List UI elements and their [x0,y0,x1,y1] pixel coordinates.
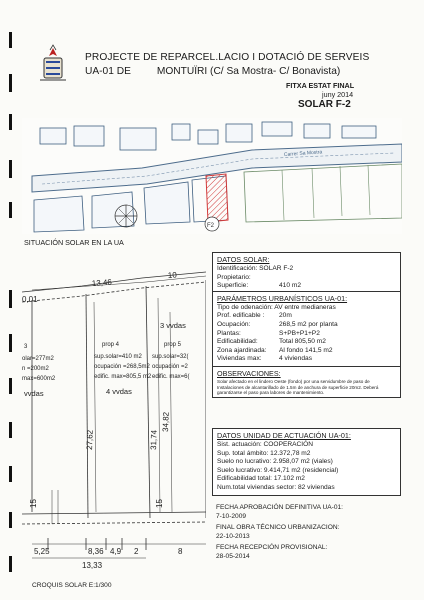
binder-bar [9,202,12,218]
dim-d2: 8,36 [88,547,104,556]
parcel-f2-hatch [206,174,228,222]
croquis-scale-label: CROQUIS SOLAR E:1/300 [32,582,112,589]
unidad-actuacion-box [212,428,401,496]
fecha-line: FECHA APROBACIÓN DEFINITIVA UA-01: [216,504,344,511]
observaciones-title: OBSERVACIONES: [217,368,281,378]
binder-bar [9,422,12,438]
datos-solar-row: Superficie: 410 m2 [217,282,301,290]
prop5-title: prop 5 [164,342,182,348]
parametros-row: Edificabilidad: Total 805,50 m2 [217,338,326,346]
parametros-row: Plantas: S+PB+P1+P2 [217,329,320,337]
vvdas-4: 4 vvdas [106,387,132,396]
dim-d3: 4,9 [110,547,122,556]
binder-bar [9,160,12,178]
dim-d4: 2 [134,547,139,556]
fecha-line: FINAL OBRA TÉCNICO URBANIZACION: [216,524,340,531]
unidad-row: Suelo no lucrativo: 2.958,07 m2 (viales) [217,458,333,466]
vvdas-left: vvdas [24,389,44,398]
lot3-line: n =200m2 [22,366,49,372]
dim-d1: 5,25 [34,547,50,556]
unidad-row: Edificabilidad total: 17.102 m2 [217,475,305,483]
dim-bottom-mid: 15 [155,499,164,508]
dim-v1: 27,62 [85,429,95,451]
dim-top1: 13,46 [91,277,113,288]
prop5-line: ocupación =2 [152,364,188,370]
municipal-seal-logo [30,44,76,90]
location-map [22,118,402,234]
situacion-label: SITUACIÓN SOLAR EN LA UA [24,238,124,247]
datos-solar-row: Propietario: [217,273,251,281]
unidad-row: Suelo lucrativo: 9.414,71 m2 (residencial) [217,466,339,474]
parametros-row: Prof. edificable : 20m [217,312,292,320]
binder-bar [9,378,12,394]
lot3-line: max=600m2 [22,376,56,382]
datos-solar-row: Identificación: SOLAR F-2 [217,265,294,272]
binder-bar [9,32,12,48]
street-label: Carrer Sa Mostra [283,149,323,158]
plot-sketch [22,262,206,582]
unidad-row: Num.total viviendas sector: 82 viviendas [217,483,335,491]
lot3-line: olar=277m2 [22,356,54,362]
project-subtitle: UA-01 DE MONTUÏRI (C/ Sa Mostra- C/ Bonavista) [85,66,341,77]
prop4-line: edific. max=805,5 m2 [94,374,152,380]
document-date: juny 2014 [322,90,354,99]
prop4-line: ocupación =268,5m2 [94,364,150,370]
dim-top2: 10 [167,270,178,280]
parcel-label: F2 [207,223,215,229]
datos-solar-title: DATOS SOLAR: [217,255,270,264]
binder-bar [9,290,12,308]
lot3-line: 3 [24,344,28,350]
north-arrow-icon [115,205,137,227]
binder-bar [9,556,12,572]
unidad-title: DATOS UNIDAD DE ACTUACIÓN UA-01: [217,431,351,440]
observaciones-text: Solar afectado en el lindero Oeste (fondo) por una servidumbre de paso de Instalaciones de alcantarillado de 1.5m de anchura de superficie 20m2. Deberá garantizarse el paso para labores de mantenimiento. [217,378,379,396]
dim-d6: 13,33 [82,561,103,570]
parametros-title: PARÁMETROS URBANÍSTICOS UA-01: [217,293,348,303]
fecha-line: FECHA RECEPCIÓN PROVISIONAL: [216,544,328,551]
binder-bar [9,74,12,92]
prop5-line: sup.solar=32( [152,354,189,360]
dim-d5: 8 [178,547,183,556]
binder-bar [9,334,12,352]
dim-left-mid: 15 [29,499,38,508]
parametros-row: Tipo de odenación: AV entre medianeras [217,303,336,311]
prop4-line: sup.solar=410 m2 [94,354,142,360]
parametros-row: Zona ajardinada: Al fondo 141,5 m2 [217,346,333,354]
project-title: PROJECTE DE REPARCEL.LACIO I DOTACIÓ DE SERVEIS [85,52,370,63]
vvdas-3: 3 vvdas [160,321,186,330]
fecha-line: 28-05-2014 [216,553,250,560]
dim-v2: 31,74 [149,429,159,451]
binder-bar [9,114,12,130]
dim-left-top: 0,01 [22,295,38,304]
dim-v3: 34,82 [161,411,171,433]
fecha-line: 22-10-2013 [216,533,250,540]
solar-id-heading: SOLAR F-2 [298,99,351,110]
binder-bar [9,466,12,482]
unidad-row: Sist. actuación: COOPERACIÓN [217,441,314,448]
prop4-title: prop 4 [102,342,120,348]
fecha-line: 7-10-2009 [216,513,247,520]
binder-bar [9,512,12,528]
parametros-row: Ocupación: 268,5 m2 por planta [217,320,338,328]
parametros-row: Viviendas max: 4 viviendas [217,355,312,363]
prop5-line: edific. max=6( [152,374,190,380]
fitxa-label: FITXA ESTAT FINAL [286,81,355,90]
unidad-row: Sup. total ámbito: 12.372,78 m2 [217,449,311,457]
datos-solar-box [212,252,401,398]
